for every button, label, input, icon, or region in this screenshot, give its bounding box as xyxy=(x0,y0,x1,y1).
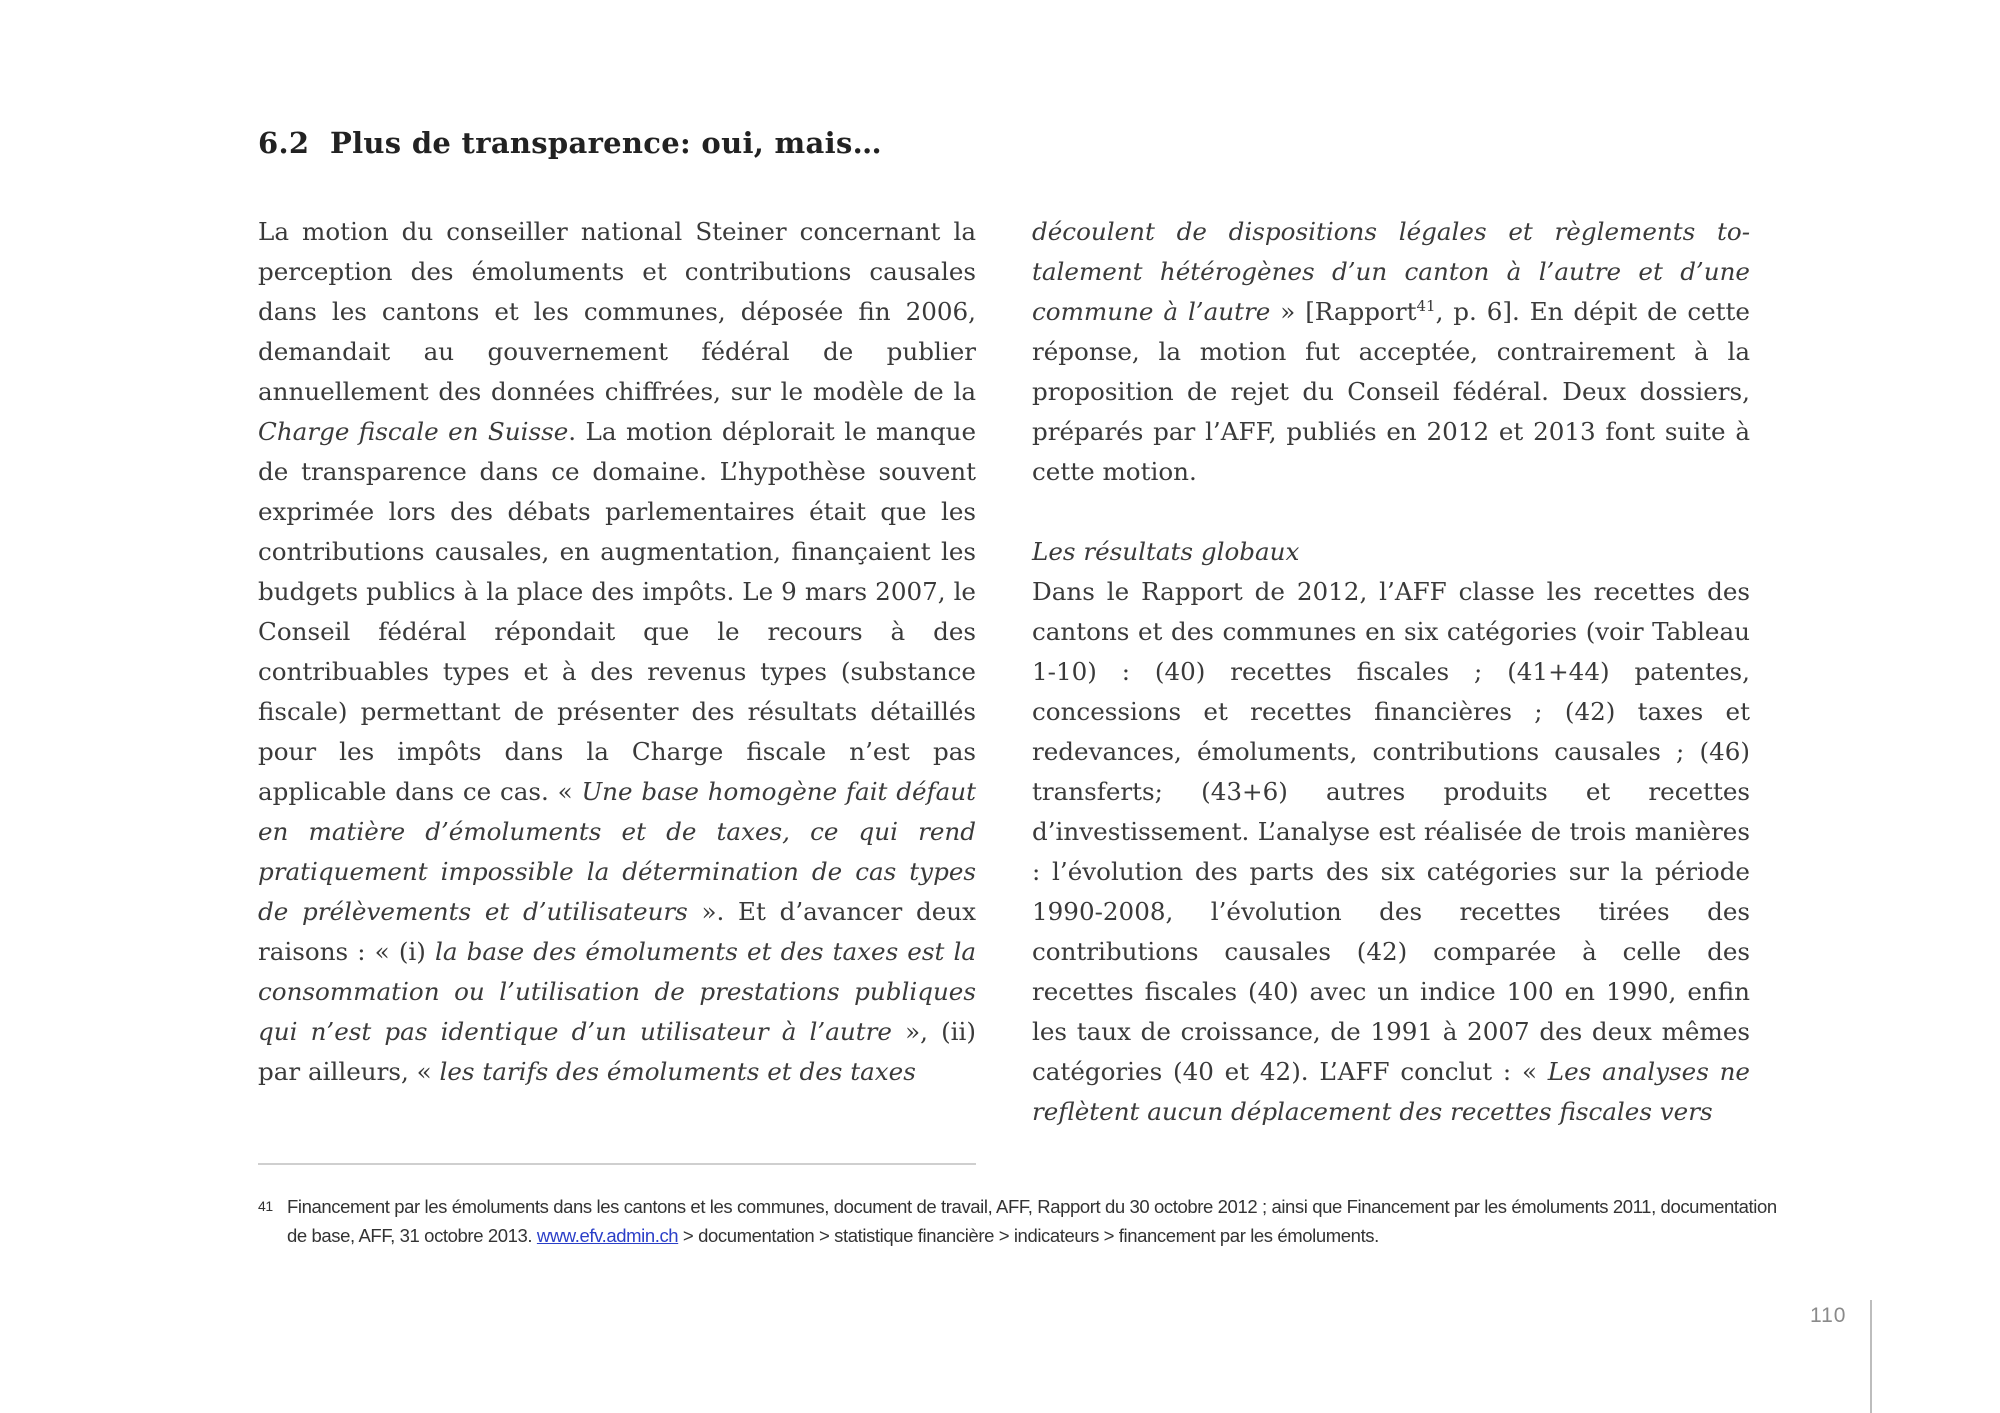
text-run: » [Rapport xyxy=(1270,297,1417,326)
text-run: Dans le Rapport de 2012, l’AFF classe les recettes des cantons et des communes en six catégories (voir Tableau 1-10) : (40) recettes fiscales ; (41+44) patentes, concessions et recettes financières ; (42) taxes et redevances, émoluments, contributions causales ; (46) transferts; (43+6) autres produits et recettes d’investissement. L’analyse est réalisée de trois manières : l’évolution des parts des six catégories sur la période 1990-2008, l’évolution des recettes tirées des contributions causales (42) comparée à celle des recettes fiscales (40) avec un indice 100 en 1990, enfin les taux de croissance, de 1991 à 2007 des deux mêmes catégories (40 et 42). L’AFF conclut : « xyxy=(1032,577,1750,1086)
efv-link[interactable]: www.efv.admin.ch xyxy=(536,1225,679,1246)
italic-quote: découlent de dispositions légales et règlements totalement hétérogènes d’un canton à l’autre et d’une commune à l’autre xyxy=(1032,217,1750,326)
text-run: > documentation > statistique financière > indicateurs > financement par les émoluments. xyxy=(678,1225,1379,1246)
page-number-rule xyxy=(1870,1300,1872,1413)
left-column-paragraph xyxy=(258,212,976,1092)
text-run: La motion du conseiller national Steiner concernant la perception des émoluments et contributions causales dans les cantons et les communes, déposée fin 2006, demandait au gouvernement fédéral de publier annuellement des données chiffrées, sur le modèle de la xyxy=(258,217,976,406)
text-run: . La motion déplorait le manque de transparence dans ce domaine. L’hypothèse souvent exprimée lors des débats parlementaires était que les contributions causales, en augmentation, finançaient les budgets publics à la place des impôts. Le 9 mars 2007, le Conseil fédéral répondait que le recours à des contribuables types et à des revenus types (substance fiscale) permettant de présenter des résultats détaillés pour les impôts dans la Charge fiscale n’est pas applicable dans ce cas. « xyxy=(258,417,977,806)
right-column-paragraph xyxy=(1032,572,1750,1132)
italic-quote: les tarifs des émoluments et des taxes xyxy=(439,1057,916,1086)
section-title: Plus de transparence: oui, mais… xyxy=(330,126,882,160)
italic-quote: la base des émoluments et des taxes est la consommation ou l’utilisation de prestations publiques qui n’est pas identique d’un utilisateur à l’autre xyxy=(258,937,976,1046)
text-run: , p. 6]. En dépit de cette réponse, la motion fut acceptée, contrairement à la proposition de rejet du Conseil fédéral. Deux dossiers, préparés par l’AFF, publiés en 2012 et 2013 font suite à cette motion. xyxy=(1032,297,1750,486)
footnote-number: 41 xyxy=(258,1198,273,1214)
italic-title: Charge fiscale en Suisse xyxy=(258,417,569,446)
footnote-reference[interactable]: 41 xyxy=(1416,296,1436,315)
left-column xyxy=(258,212,976,1092)
italic-quote: Une base homogène fait défaut en matière d’émoluments et de taxes, ce qui rend pratiquement impossible la détermination de cas types de prélèvements et d’utilisateurs xyxy=(258,777,976,926)
italic-quote: Les analyses ne reflètent aucun déplacement des recettes fiscales vers xyxy=(1032,1057,1750,1126)
right-column xyxy=(1032,212,1750,1132)
text-run: », (ii) par ailleurs, « xyxy=(258,1017,976,1086)
footnote-divider xyxy=(258,1163,976,1165)
page-number: 110 xyxy=(1810,1304,1847,1327)
right-column-paragraph xyxy=(1032,212,1750,492)
section-number: 6.2 xyxy=(258,126,310,160)
footnote-text xyxy=(287,1192,1778,1250)
text-run: ». Et d’avancer deux raisons : « (i) xyxy=(258,897,976,966)
footnote xyxy=(258,1192,1778,1250)
text-run: Financement par les émoluments dans les cantons et les communes, document de travail, AFF, Rapport du 30 octobre 2012 ; ainsi que Financement par les émoluments 2011, documentation de base, AFF, 31 octobre 2013. xyxy=(287,1196,1777,1246)
section-heading xyxy=(258,126,882,160)
subheading: Les résultats globaux xyxy=(1032,537,1300,566)
